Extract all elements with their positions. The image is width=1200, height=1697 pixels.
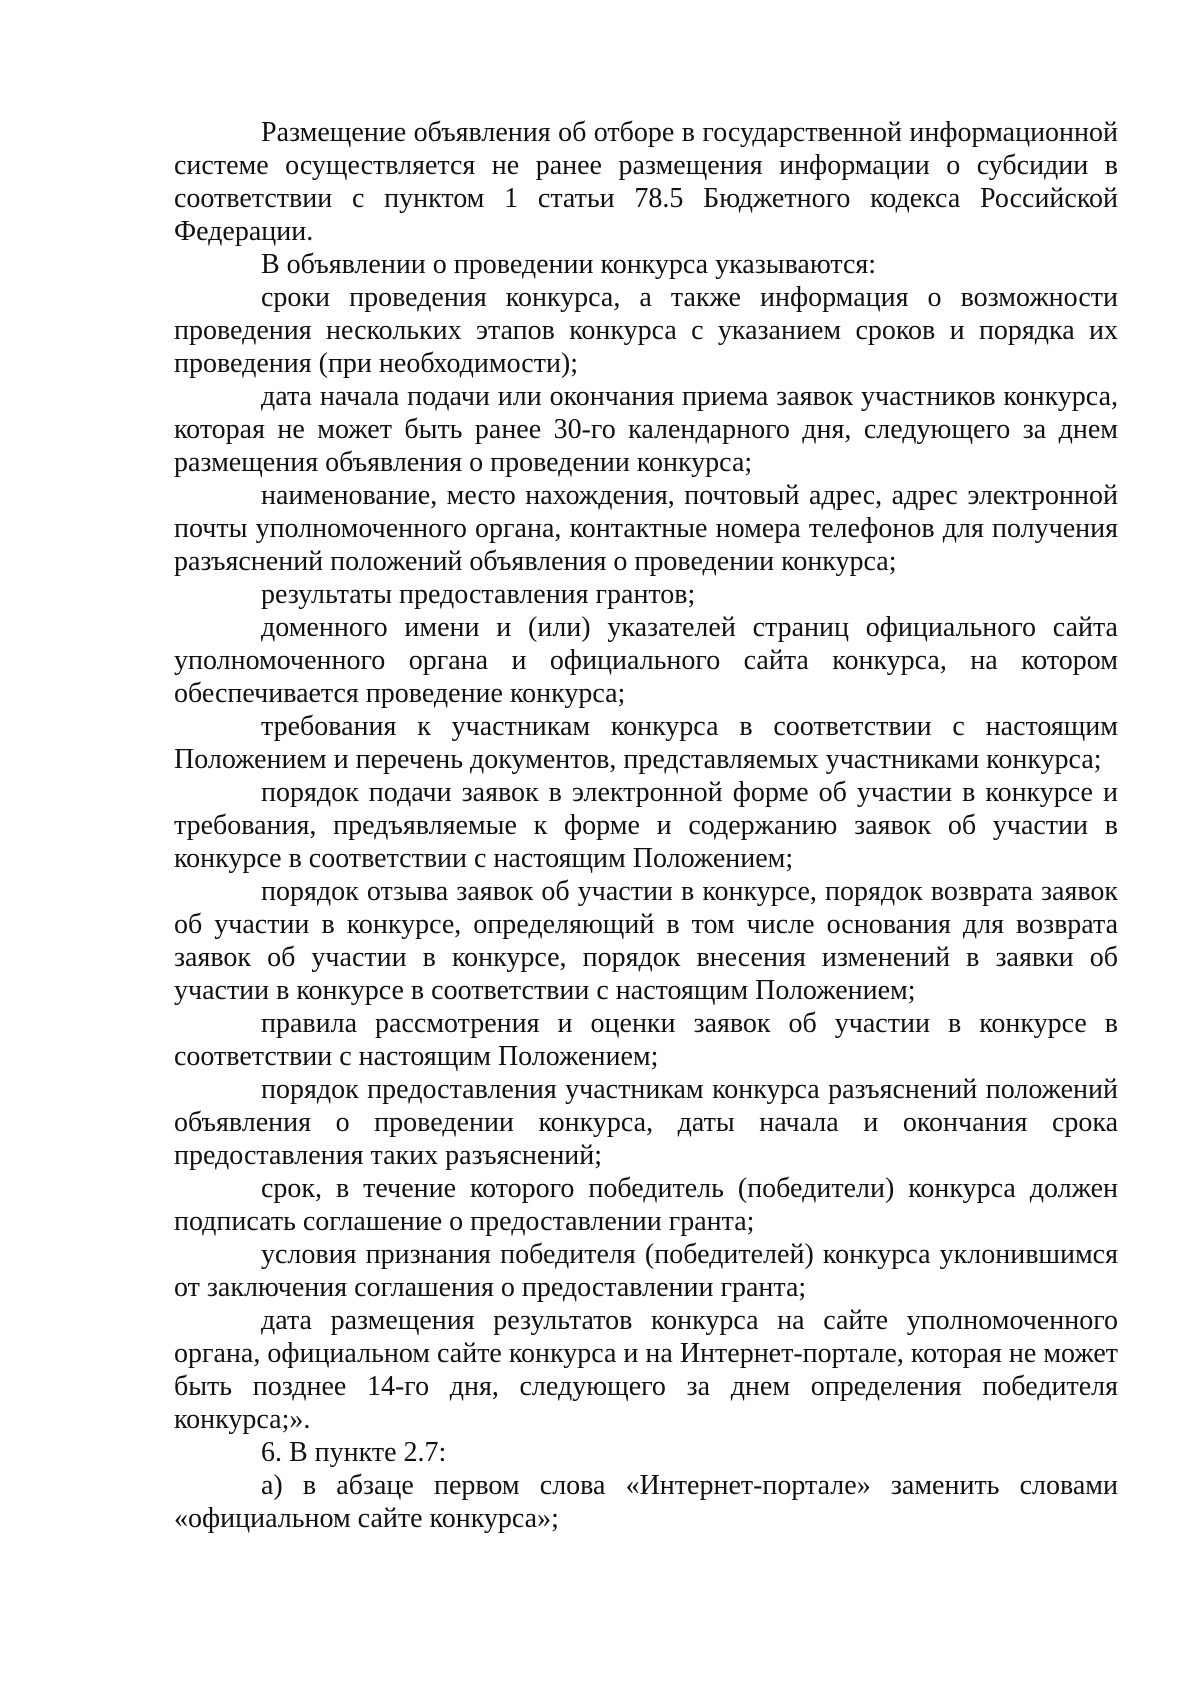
paragraph-2: В объявлении о проведении конкурса указываются: bbox=[261, 249, 877, 280]
paragraph-1: Размещение объявления об отборе в государственной информационной системе осуществляется не ранее размещения информации о субсидии в соответствии с пунктом 1 статьи 78.5 Бюджетного кодекса Российской Федерации. bbox=[174, 117, 1118, 247]
paragraph-9: порядок подачи заявок в электронной форме об участии в конкурсе и требования, предъявляемые к форме и содержанию заявок об участии в конкурсе в соответствии с настоящим Положением; bbox=[174, 777, 1118, 874]
paragraph-5: наименование, место нахождения, почтовый адрес, адрес электронной почты уполномоченного органа, контактные номера телефонов для получения разъяснений положений объявления о проведении конкурса; bbox=[174, 480, 1118, 577]
paragraph-8: требования к участникам конкурса в соответствии с настоящим Положением и перечень документов, представляемых участниками конкурса; bbox=[174, 711, 1118, 775]
paragraph-13: срок, в течение которого победитель (победители) конкурса должен подписать соглашение о предоставлении гранта; bbox=[174, 1173, 1118, 1237]
paragraph-6: результаты предоставления грантов; bbox=[261, 579, 696, 610]
paragraph-3: сроки проведения конкурса, а также информация о возможности проведения нескольких этапов конкурса с указанием сроков и порядка их проведения (при необходимости); bbox=[174, 282, 1118, 379]
paragraph-10: порядок отзыва заявок об участии в конкурсе, порядок возврата заявок об участии в конкурсе, определяющий в том числе основания для возврата заявок об участии в конкурсе, порядок внесения изменений в заявки об участии в конкурсе в соответствии с настоящим Положением; bbox=[174, 876, 1118, 1006]
paragraph-7: доменного имени и (или) указателей страниц официального сайта уполномоченного органа и официального сайта конкурса, на котором обеспечивается проведение конкурса; bbox=[174, 612, 1118, 709]
document-body bbox=[174, 116, 1118, 1535]
paragraph-14: условия признания победителя (победителей) конкурса уклонившимся от заключения соглашения о предоставлении гранта; bbox=[174, 1239, 1118, 1303]
paragraph-11: правила рассмотрения и оценки заявок об участии в конкурсе в соответствии с настоящим Положением; bbox=[174, 1008, 1118, 1072]
paragraph-17: а) в абзаце первом слова «Интернет-портале» заменить словами «официальном сайте конкурса»; bbox=[174, 1470, 1118, 1534]
paragraph-15: дата размещения результатов конкурса на сайте уполномоченного органа, официальном сайте конкурса и на Интернет-портале, которая не может быть позднее 14-го дня, следующего за днем определения победителя конкурса;». bbox=[174, 1305, 1118, 1435]
paragraph-4: дата начала подачи или окончания приема заявок участников конкурса, которая не может быть ранее 30-го календарного дня, следующего за днем размещения объявления о проведении конкурса; bbox=[174, 381, 1118, 478]
paragraph-12: порядок предоставления участникам конкурса разъяснений положений объявления о проведении конкурса, даты начала и окончания срока предоставления таких разъяснений; bbox=[174, 1074, 1118, 1171]
paragraph-16: 6. В пункте 2.7: bbox=[261, 1437, 447, 1468]
